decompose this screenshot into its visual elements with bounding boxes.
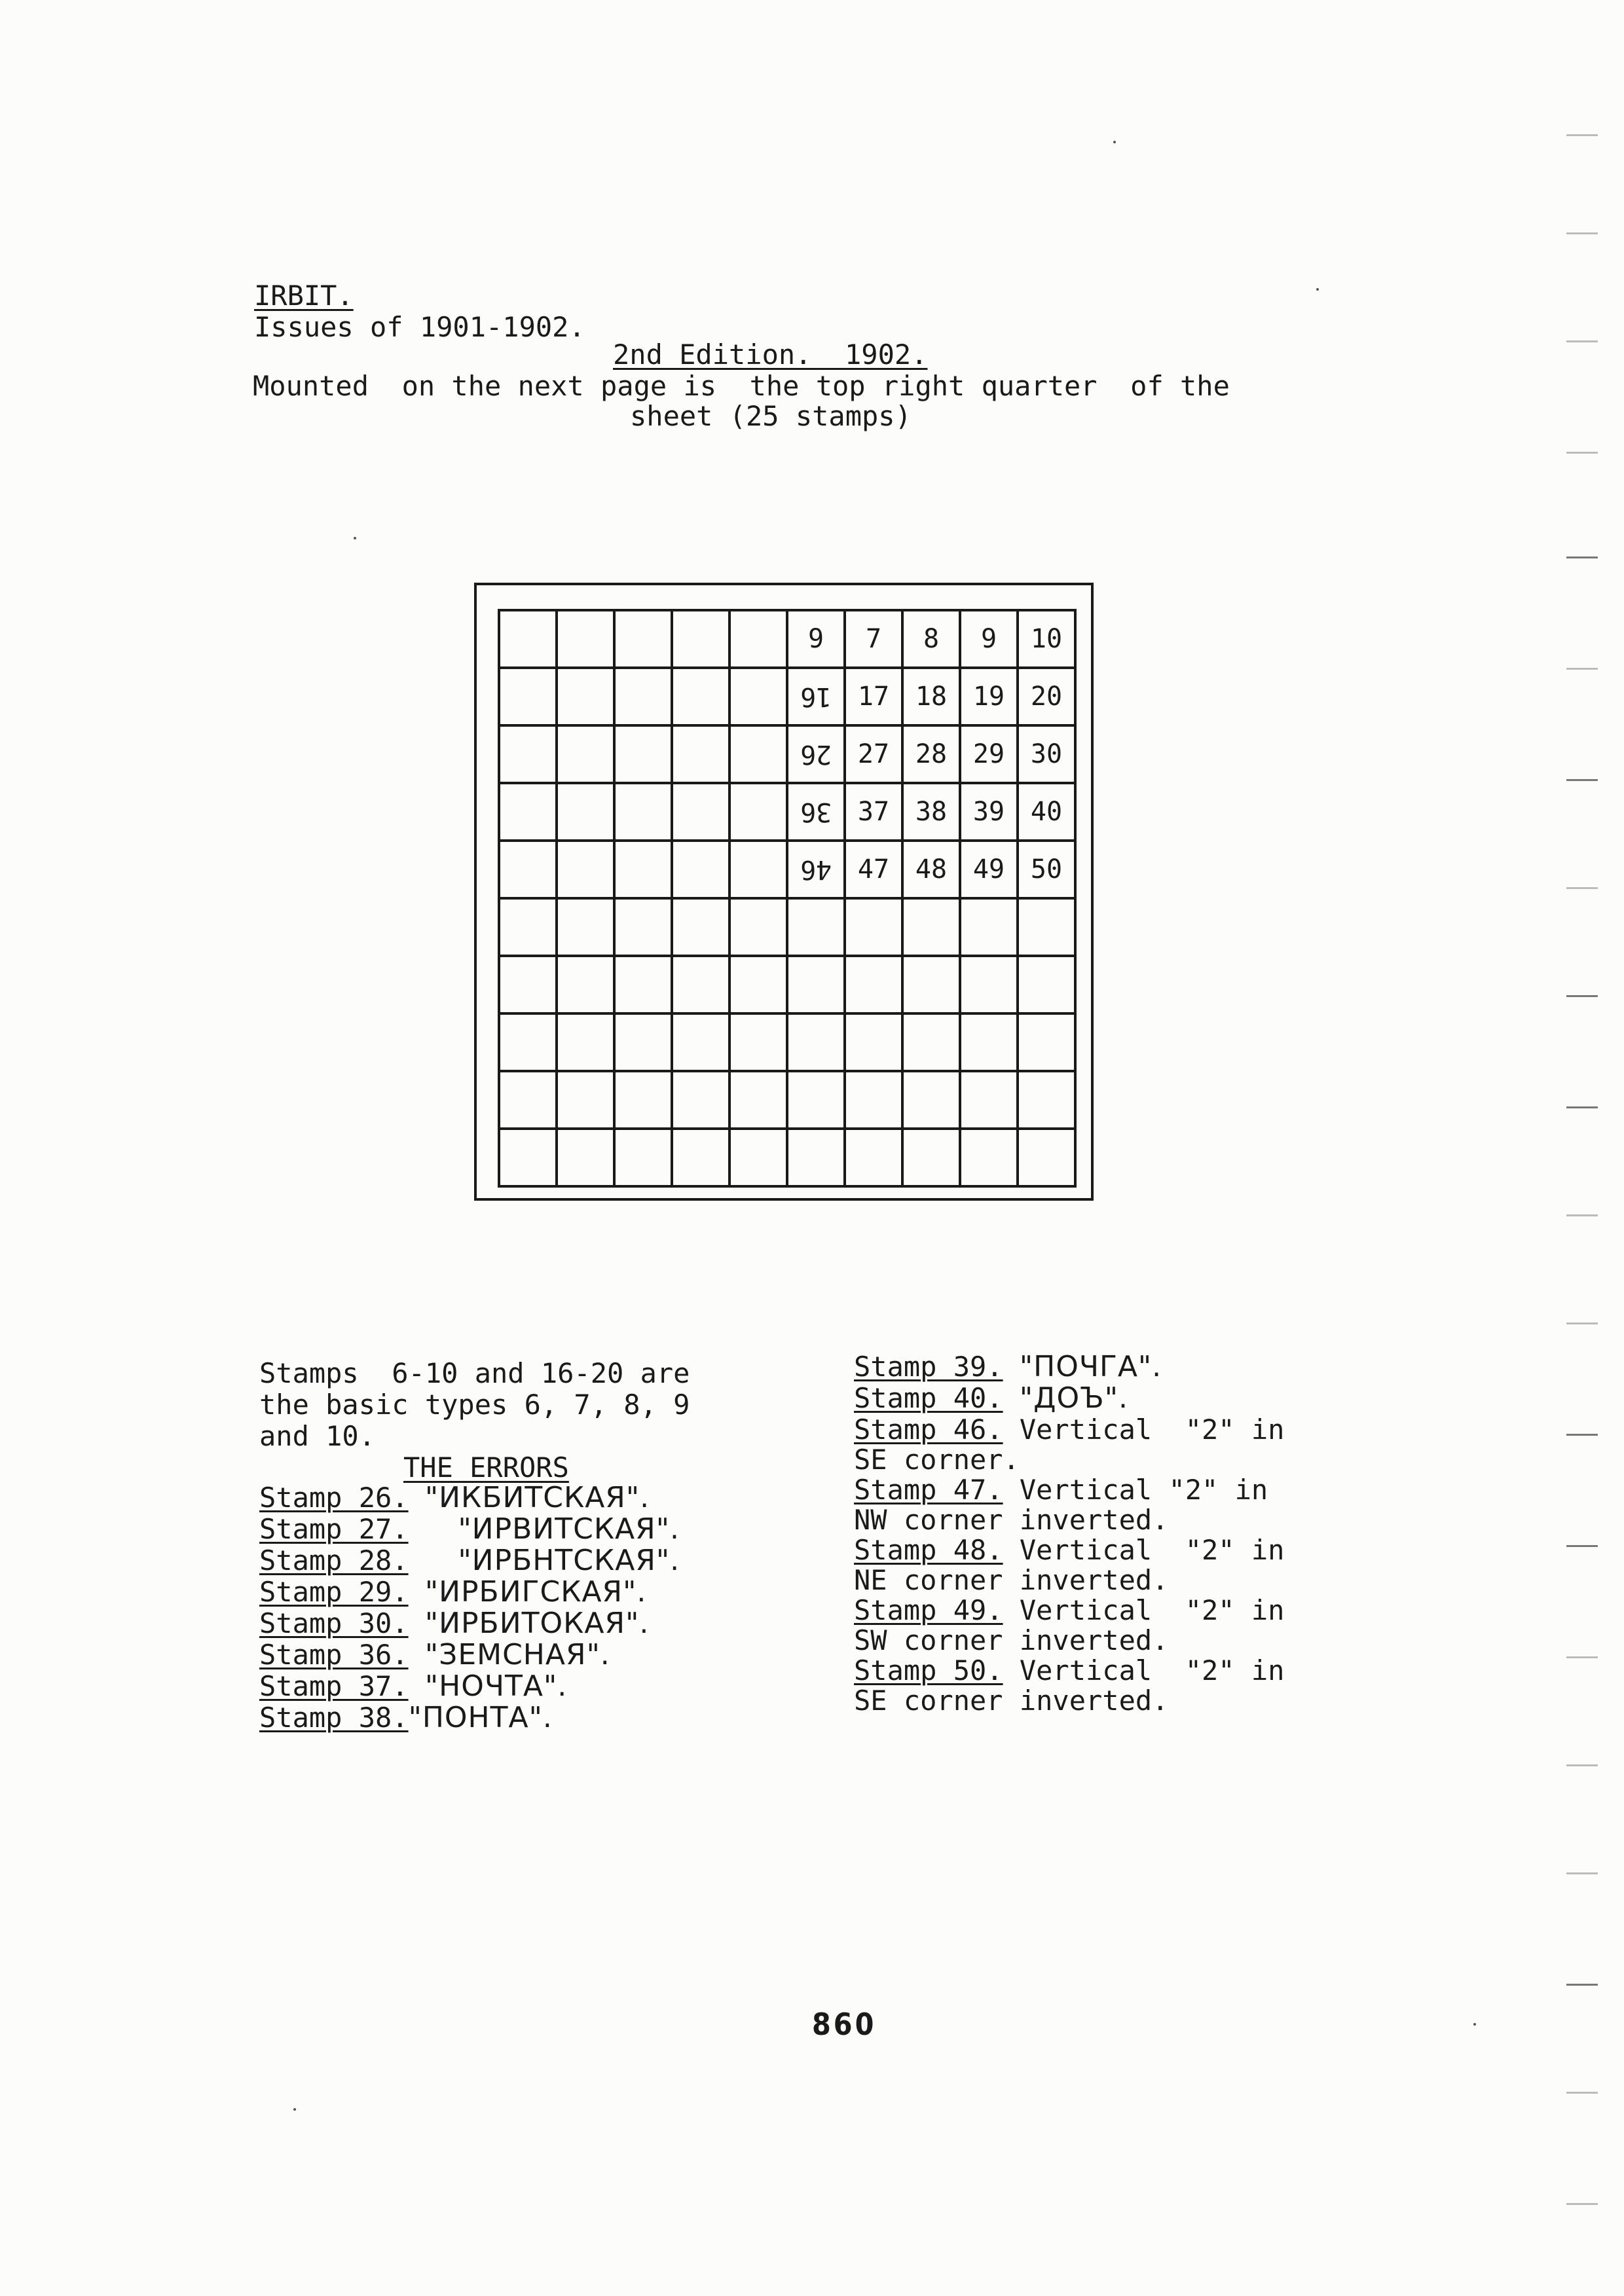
stamp-number: 38 (915, 797, 948, 827)
sheet-cell (673, 1072, 731, 1130)
sheet-cell (788, 727, 846, 784)
stamp-number: 48 (915, 854, 948, 884)
stamp-number: 9 (807, 624, 824, 654)
sheet-cell (904, 957, 961, 1015)
scan-mark (1566, 2203, 1598, 2205)
sheet-cell (961, 957, 1019, 1015)
error-label: Stamp 38. (259, 1702, 409, 1734)
error-text: "ЗЕМСНАЯ". (424, 1638, 610, 1671)
right-label: Stamp 48. (854, 1534, 1003, 1566)
error-text: "ИРБНТСКАЯ". (458, 1544, 680, 1577)
right-entry (854, 1595, 1284, 1626)
sheet-cell (673, 900, 731, 957)
sheet-cell (1019, 957, 1077, 1015)
sheet-cell (616, 1015, 673, 1072)
sheet-cell (500, 1015, 558, 1072)
scan-mark (1566, 1656, 1598, 1658)
scan-mark (1566, 2092, 1598, 2094)
error-entry (259, 1608, 649, 1639)
edition-heading: 2nd Edition. 1902. (613, 338, 928, 371)
sheet-cell (846, 1130, 904, 1188)
scan-mark (1566, 995, 1598, 997)
sheet-cell (788, 1072, 846, 1130)
sheet-cell (558, 1072, 616, 1130)
right-label: Stamp 40. (854, 1382, 1003, 1414)
stamp-number: 30 (1030, 739, 1063, 769)
sheet-cell (961, 842, 1019, 900)
sheet-cell (904, 669, 961, 727)
sheet-cell (846, 669, 904, 727)
sheet-cell (500, 669, 558, 727)
mounted-line-2: sheet (25 stamps) (630, 400, 912, 432)
sheet-cell (1019, 669, 1077, 727)
error-label: Stamp 30. (259, 1607, 409, 1639)
stamp-number: 18 (915, 682, 948, 712)
issues-line: Issues of 1901-1902. (254, 311, 585, 343)
right-entry (854, 1351, 1162, 1383)
stamp-number: 20 (1030, 682, 1063, 712)
error-entry (259, 1545, 680, 1576)
scan-mark (1566, 556, 1598, 558)
sheet-cell (1019, 1130, 1077, 1188)
sheet-cell (961, 1130, 1019, 1188)
stamp-number: 29 (972, 739, 1005, 769)
sheet-cell (673, 784, 731, 842)
sheet-cell (731, 1015, 788, 1072)
scan-speck (1113, 141, 1116, 143)
sheet-cell (846, 900, 904, 957)
error-entry (259, 1576, 646, 1608)
error-text: "ИРВИТСКАЯ". (458, 1512, 680, 1546)
sheet-cell (558, 669, 616, 727)
sheet-cell (731, 784, 788, 842)
sheet-cell (616, 900, 673, 957)
error-entry (259, 1514, 680, 1545)
sheet-cell (616, 727, 673, 784)
stamp-number: 16 (800, 682, 832, 712)
stamp-number: 50 (1030, 854, 1063, 884)
sheet-cell (500, 1130, 558, 1188)
scan-mark (1566, 779, 1598, 781)
stamp-number: 7 (865, 624, 882, 654)
error-entry (259, 1702, 553, 1734)
sheet-cell (500, 1072, 558, 1130)
right-cont: SE corner inverted. (854, 1685, 1169, 1717)
intro-line-1: Stamps 6-10 and 16-20 are (259, 1357, 690, 1389)
stamp-number: 46 (800, 854, 832, 884)
sheet-cell (558, 1015, 616, 1072)
sheet-cell (1019, 1015, 1077, 1072)
right-label: Stamp 50. (854, 1654, 1003, 1686)
right-cont: NW corner inverted. (854, 1504, 1169, 1536)
scan-speck (354, 537, 356, 539)
sheet-cell (904, 900, 961, 957)
errors-title: THE ERRORS (403, 1451, 569, 1484)
error-text: "ИРБИГСКАЯ". (424, 1575, 647, 1609)
sheet-cell (904, 1072, 961, 1130)
right-text: Vertical "2" in (1019, 1534, 1285, 1566)
sheet-cell (904, 1130, 961, 1188)
error-entry (259, 1482, 650, 1514)
error-entry (259, 1671, 567, 1702)
sheet-cell (616, 1072, 673, 1130)
sheet-cell (1019, 900, 1077, 957)
scan-mark (1566, 1872, 1598, 1874)
stamp-number: 28 (915, 739, 948, 769)
place-heading: IRBIT. (254, 280, 354, 312)
sheet-cell (500, 900, 558, 957)
sheet-cell (904, 1015, 961, 1072)
stamp-number: 10 (1030, 624, 1063, 654)
sheet-cell (846, 957, 904, 1015)
sheet-cell (558, 1130, 616, 1188)
sheet-cell (846, 611, 904, 669)
right-label: Stamp 39. (854, 1351, 1003, 1383)
scan-mark (1566, 232, 1598, 234)
sheet-cell (558, 842, 616, 900)
stamp-number: 26 (800, 739, 832, 769)
error-text: "ПОНТА". (408, 1701, 553, 1734)
sheet-cell (788, 1130, 846, 1188)
sheet-cell (961, 1015, 1019, 1072)
error-label: Stamp 28. (259, 1544, 409, 1576)
sheet-cell (961, 669, 1019, 727)
sheet-cell (558, 611, 616, 669)
sheet-cell (731, 611, 788, 669)
stamp-number: 49 (972, 854, 1005, 884)
stamp-number: 8 (923, 624, 940, 654)
scan-mark (1566, 1322, 1598, 1324)
right-entry (854, 1383, 1128, 1414)
sheet-cell (961, 727, 1019, 784)
right-label: Stamp 47. (854, 1474, 1003, 1506)
sheet-cell (616, 1130, 673, 1188)
sheet-cell (961, 611, 1019, 669)
error-label: Stamp 29. (259, 1576, 409, 1608)
sheet-cell (616, 957, 673, 1015)
sheet-cell (500, 727, 558, 784)
sheet-cell (788, 1015, 846, 1072)
sheet-cell (673, 957, 731, 1015)
right-text: Vertical "2" in (1019, 1474, 1268, 1506)
page-number: 860 (812, 2007, 877, 2042)
stamp-number: 9 (980, 624, 997, 654)
sheet-cell (904, 784, 961, 842)
error-label: Stamp 27. (259, 1513, 409, 1545)
sheet-cell (961, 900, 1019, 957)
error-text: "ИРБИТОКАЯ". (424, 1607, 650, 1640)
right-entry (854, 1414, 1284, 1446)
sheet-cell (731, 842, 788, 900)
intro-line-3: and 10. (259, 1420, 376, 1452)
sheet-cell (846, 784, 904, 842)
right-text: "ДОЪ". (1019, 1381, 1128, 1415)
sheet-cell (558, 900, 616, 957)
right-text: Vertical "2" in (1019, 1654, 1285, 1686)
sheet-cell (846, 842, 904, 900)
scan-mark (1566, 452, 1598, 454)
scan-mark (1566, 1764, 1598, 1766)
sheet-cell (1019, 784, 1077, 842)
sheet-cell (673, 1130, 731, 1188)
intro-line-2: the basic types 6, 7, 8, 9 (259, 1389, 690, 1421)
scan-mark (1566, 1984, 1598, 1986)
right-entry (854, 1655, 1284, 1686)
sheet-cell (788, 669, 846, 727)
scan-mark (1566, 1214, 1598, 1216)
stamp-number: 36 (800, 797, 832, 827)
sheet-cell (1019, 611, 1077, 669)
sheet-cell (731, 900, 788, 957)
scan-mark (1566, 668, 1598, 670)
right-cont: SE corner. (854, 1444, 1020, 1476)
sheet-cell (731, 1130, 788, 1188)
sheet-cell (616, 784, 673, 842)
sheet-cell (616, 611, 673, 669)
sheet-cell (500, 784, 558, 842)
sheet-cell (673, 727, 731, 784)
sheet-cell (846, 1015, 904, 1072)
sheet-cell (788, 900, 846, 957)
right-text: "ПОЧГА". (1019, 1350, 1162, 1383)
error-label: Stamp 36. (259, 1639, 409, 1671)
sheet-cell (558, 957, 616, 1015)
scan-speck (1316, 288, 1319, 291)
sheet-cell (846, 1072, 904, 1130)
sheet-cell (731, 1072, 788, 1130)
right-text: Vertical "2" in (1019, 1413, 1285, 1446)
scan-mark (1566, 1434, 1598, 1436)
right-entry (854, 1474, 1268, 1506)
stamp-number: 37 (857, 797, 890, 827)
right-text: Vertical "2" in (1019, 1594, 1285, 1626)
stamp-number: 47 (857, 854, 890, 884)
sheet-cell (616, 842, 673, 900)
sheet-cell (788, 784, 846, 842)
sheet-cell (846, 727, 904, 784)
scan-mark (1566, 340, 1598, 342)
error-label: Stamp 37. (259, 1670, 409, 1702)
right-cont: SW corner inverted. (854, 1624, 1169, 1656)
stamp-number: 27 (857, 739, 890, 769)
error-text: "ИКБИТСКАЯ". (424, 1481, 650, 1514)
mounted-line-1: Mounted on the next page is the top right quarter of the (253, 370, 1230, 402)
sheet-cell (673, 669, 731, 727)
sheet-cell (1019, 1072, 1077, 1130)
error-text: "НОЧТА". (424, 1669, 568, 1703)
sheet-cell (673, 842, 731, 900)
error-label: Stamp 26. (259, 1482, 409, 1514)
sheet-cell (616, 669, 673, 727)
sheet-cell (558, 727, 616, 784)
right-label: Stamp 49. (854, 1594, 1003, 1626)
sheet-cell (500, 957, 558, 1015)
sheet-cell (1019, 842, 1077, 900)
sheet-cell (673, 611, 731, 669)
scan-speck (1473, 2023, 1476, 2026)
sheet-cell (788, 957, 846, 1015)
sheet-grid (498, 609, 1077, 1188)
stamp-number: 19 (972, 682, 1005, 712)
error-entry (259, 1639, 610, 1671)
stamp-number: 40 (1030, 797, 1063, 827)
sheet-cell (904, 727, 961, 784)
sheet-cell (500, 842, 558, 900)
scan-mark (1566, 1106, 1598, 1108)
sheet-cell (1019, 727, 1077, 784)
sheet-cell (558, 784, 616, 842)
sheet-cell (673, 1015, 731, 1072)
sheet-cell (731, 957, 788, 1015)
sheet-cell (788, 842, 846, 900)
right-entry (854, 1535, 1284, 1566)
sheet-cell (961, 1072, 1019, 1130)
sheet-cell (731, 669, 788, 727)
sheet-cell (904, 842, 961, 900)
sheet-cell (904, 611, 961, 669)
scan-mark (1566, 1545, 1598, 1547)
scan-speck (293, 2108, 296, 2111)
right-cont: NE corner inverted. (854, 1564, 1169, 1596)
stamp-number: 39 (972, 797, 1005, 827)
sheet-cell (961, 784, 1019, 842)
stamp-number: 17 (857, 682, 890, 712)
sheet-cell (731, 727, 788, 784)
right-label: Stamp 46. (854, 1413, 1003, 1446)
scan-mark (1566, 134, 1598, 136)
sheet-cell (788, 611, 846, 669)
scan-mark (1566, 887, 1598, 889)
sheet-cell (500, 611, 558, 669)
